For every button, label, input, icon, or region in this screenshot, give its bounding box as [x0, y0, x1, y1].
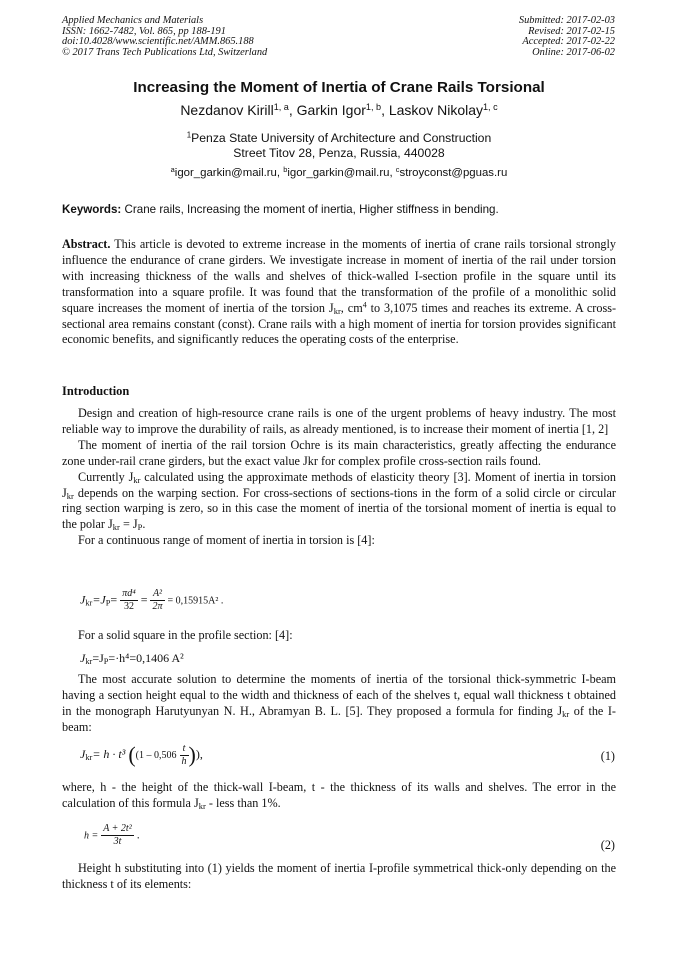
formula-polar	[80, 588, 223, 613]
equation-number: (1)	[600, 749, 615, 763]
text: depends on the warping section. For cross-sections of sections-tions in the form of a solid circle or circular ring section warping is zero, so in this case the moment of inertia of the torsional moment of inertia is equal to the polar J	[62, 485, 616, 532]
sub: kr	[112, 522, 120, 533]
formula-2	[84, 823, 140, 848]
keywords-label: Keywords:	[62, 203, 122, 216]
abstract-text: to 3,1075 times and reaches its extreme. A cross-sectional area remains constant (const). Crane rails with a high moment of inertia for torsion provides significant economic benefits, and significantly reduces the operating costs of the enterprise.	[62, 300, 617, 347]
abstract-label: Abstract.	[62, 237, 111, 251]
formula-sub: P	[105, 598, 111, 608]
paragraph	[62, 672, 616, 736]
denominator: 3t	[113, 836, 122, 847]
email-link[interactable]: stroyconst@pguas.ru	[399, 167, 508, 179]
formula-part: =	[140, 592, 148, 607]
intro-body-continued	[62, 861, 616, 893]
numerator: A²	[150, 588, 164, 601]
formula-sub: kr	[85, 752, 93, 762]
journal-name: Applied Mechanics and Materials	[62, 15, 204, 26]
intro-body-continued	[62, 672, 616, 736]
author-emails: $^a$igor_garkin@mail.ru, $^b$igor_garkin@mail.ru, $^c$stroyconst@pguas.ru	[170, 164, 508, 179]
author-sup: 1, c	[483, 102, 498, 112]
formula-part: J	[80, 651, 86, 665]
date-online: Online: 2017-06-02	[532, 46, 615, 58]
denominator: 32	[123, 601, 134, 612]
formula-part: ),	[195, 746, 203, 761]
sub: kr	[562, 708, 570, 719]
numerator: A + 2t²	[103, 823, 132, 834]
journal-doi: doi:10.4028/www.scientific.net/AMM.865.188	[62, 36, 254, 48]
text: The most accurate solution to determine the moments of inertia of the torsional thick-symmetric I-beam having a section height equal to the width and thickness of each of the shelves t, equal wall thickness t obtained in the monograph Harutyunyan N. H., Abramyan B. L. [5]. They proposed a formula for finding J	[62, 672, 616, 718]
text: = J	[119, 517, 138, 532]
fraction	[101, 823, 133, 848]
journal-header	[62, 16, 267, 58]
paragraph: For a solid square in the profile section: [4]:	[78, 628, 293, 642]
introduction-body	[62, 406, 616, 549]
paragraph: The moment of inertia of the rail torsion Ochre is its main characteristics, greatly affecting the endurance zone under-rail crane girders, but the exact value Jkr for complex profile cross-section rails found.	[62, 437, 616, 468]
dates-header	[519, 16, 615, 58]
abstract-sub: kr	[333, 305, 341, 316]
paragraph	[62, 470, 616, 534]
paragraph: Height h substituting into (1) yields the moment of inertia I-profile symmetrical thick-only depending on the thickness t of its elements:	[62, 861, 616, 891]
email-link[interactable]: igor_garkin@mail.ru	[287, 167, 390, 179]
text: where, h - the height of the thick-wall I-beam, t - the thickness of its walls and shelves. The error in the calculation of this formula J	[62, 780, 616, 810]
sub: kr	[66, 490, 74, 501]
formula-paren: )	[188, 742, 196, 767]
paper-title: Increasing the Moment of Inertia of Crane Rails Torsional	[133, 79, 545, 96]
fraction	[150, 588, 164, 613]
text: Currently J	[78, 469, 134, 484]
denominator: h	[181, 755, 187, 767]
sub: kr	[198, 801, 206, 812]
formula-part: =J	[92, 592, 106, 607]
keywords-text: Crane rails, Increasing the moment of inertia, Higher stiffness in bending.	[124, 203, 499, 216]
equation-number: (2)	[600, 838, 615, 852]
author-name: Garkin Igor	[296, 102, 366, 118]
author-sup: 1, b	[365, 102, 382, 112]
formula-part: J	[80, 746, 86, 761]
abstract-text: This article is devoted to extreme increase in the moments of inertia of crane rails torsional strongly influence the endurance of crane girders. We investigate increase in moment of inertia of the rail under torsion with increasing thickness of the walls and shelves of thick-walled I-section profile in the square until its transformation into a square profile. It was found that the transformation of the profile of a monolithic solid square increases the moment of inertia of the torsion J	[62, 237, 617, 315]
paragraph: For a continuous range of moment of inertia in torsion is [4]:	[78, 533, 375, 548]
journal-copyright: © 2017 Trans Tech Publications Ltd, Switzerland	[62, 46, 268, 58]
author-name: Laskov Nikolay	[388, 102, 483, 118]
author-list: Nezdanov Kirill$^{1, a}$, Garkin Igor$^{1, b}$, Laskov Nikolay$^{1, c}$	[180, 102, 498, 118]
formula-part: =·h⁴=0,1406 A²	[108, 651, 184, 665]
formula-part: = 0,15915A² .	[167, 595, 224, 607]
text: calculated using the approximate methods of elasticity theory [3]. Moment of inertia in torsion J	[62, 469, 616, 500]
formula-part: J	[80, 592, 86, 607]
affiliation-sup: 1	[186, 130, 192, 140]
date-accepted: Accepted: 2017-02-22	[522, 36, 615, 48]
formula-part: = h · t³	[92, 746, 126, 761]
abstract-sup: 4	[362, 300, 367, 310]
formula-part: (1 – 0,506	[135, 749, 177, 761]
abstract-text: , cm	[340, 300, 363, 315]
formula-part: =J	[92, 651, 104, 665]
intro-body-continued	[62, 780, 616, 812]
abstract	[62, 237, 616, 348]
formula-part: =	[110, 592, 118, 607]
formula-square	[80, 651, 184, 666]
sub: P	[137, 522, 143, 533]
author-name: Nezdanov Kirill	[180, 102, 274, 118]
affiliation-address: Street Titov 28, Penza, Russia, 440028	[233, 146, 445, 160]
text: - less than 1%.	[205, 795, 281, 810]
affiliation	[0, 131, 678, 161]
formula-sub: P	[103, 657, 109, 667]
journal-issn: ISSN: 1662-7482, Vol. 865, pp 188-191	[62, 25, 226, 37]
sub: kr	[133, 474, 141, 485]
text: .	[142, 517, 146, 532]
email-sup: a	[170, 164, 175, 174]
numerator: t	[180, 743, 189, 756]
paragraph: Design and creation of high-resource crane rails is one of the urgent problems of heavy industry. The most reliable way to improve the durability of rails, as already mentioned, is to increase their moment of inertia [1, 2]	[62, 406, 616, 436]
section-heading-introduction: Introduction	[62, 384, 130, 398]
fraction	[120, 588, 138, 613]
formula-paren: (	[128, 742, 136, 767]
fraction	[180, 743, 189, 768]
formula-1	[80, 742, 203, 768]
keywords	[62, 203, 618, 216]
date-revised: Revised: 2017-02-15	[528, 25, 615, 37]
text: of the I-beam:	[62, 703, 616, 734]
author-sup: 1, a	[273, 102, 289, 112]
formula-part: h =	[84, 830, 99, 842]
denominator: 2π	[152, 601, 163, 612]
email-sup: c	[395, 164, 400, 174]
email-sup: b	[283, 164, 288, 174]
email-link[interactable]: igor_garkin@mail.ru	[174, 167, 277, 179]
formula-part: .	[136, 827, 140, 842]
numerator: πd⁴	[122, 588, 136, 599]
paragraph	[62, 780, 616, 812]
formula-sub: kr	[85, 657, 93, 667]
affiliation-line: Penza State University of Architecture and Construction	[191, 131, 492, 145]
formula-sub: kr	[85, 598, 93, 608]
date-submitted: Submitted: 2017-02-03	[518, 15, 615, 26]
intro-body-continued	[62, 628, 616, 644]
